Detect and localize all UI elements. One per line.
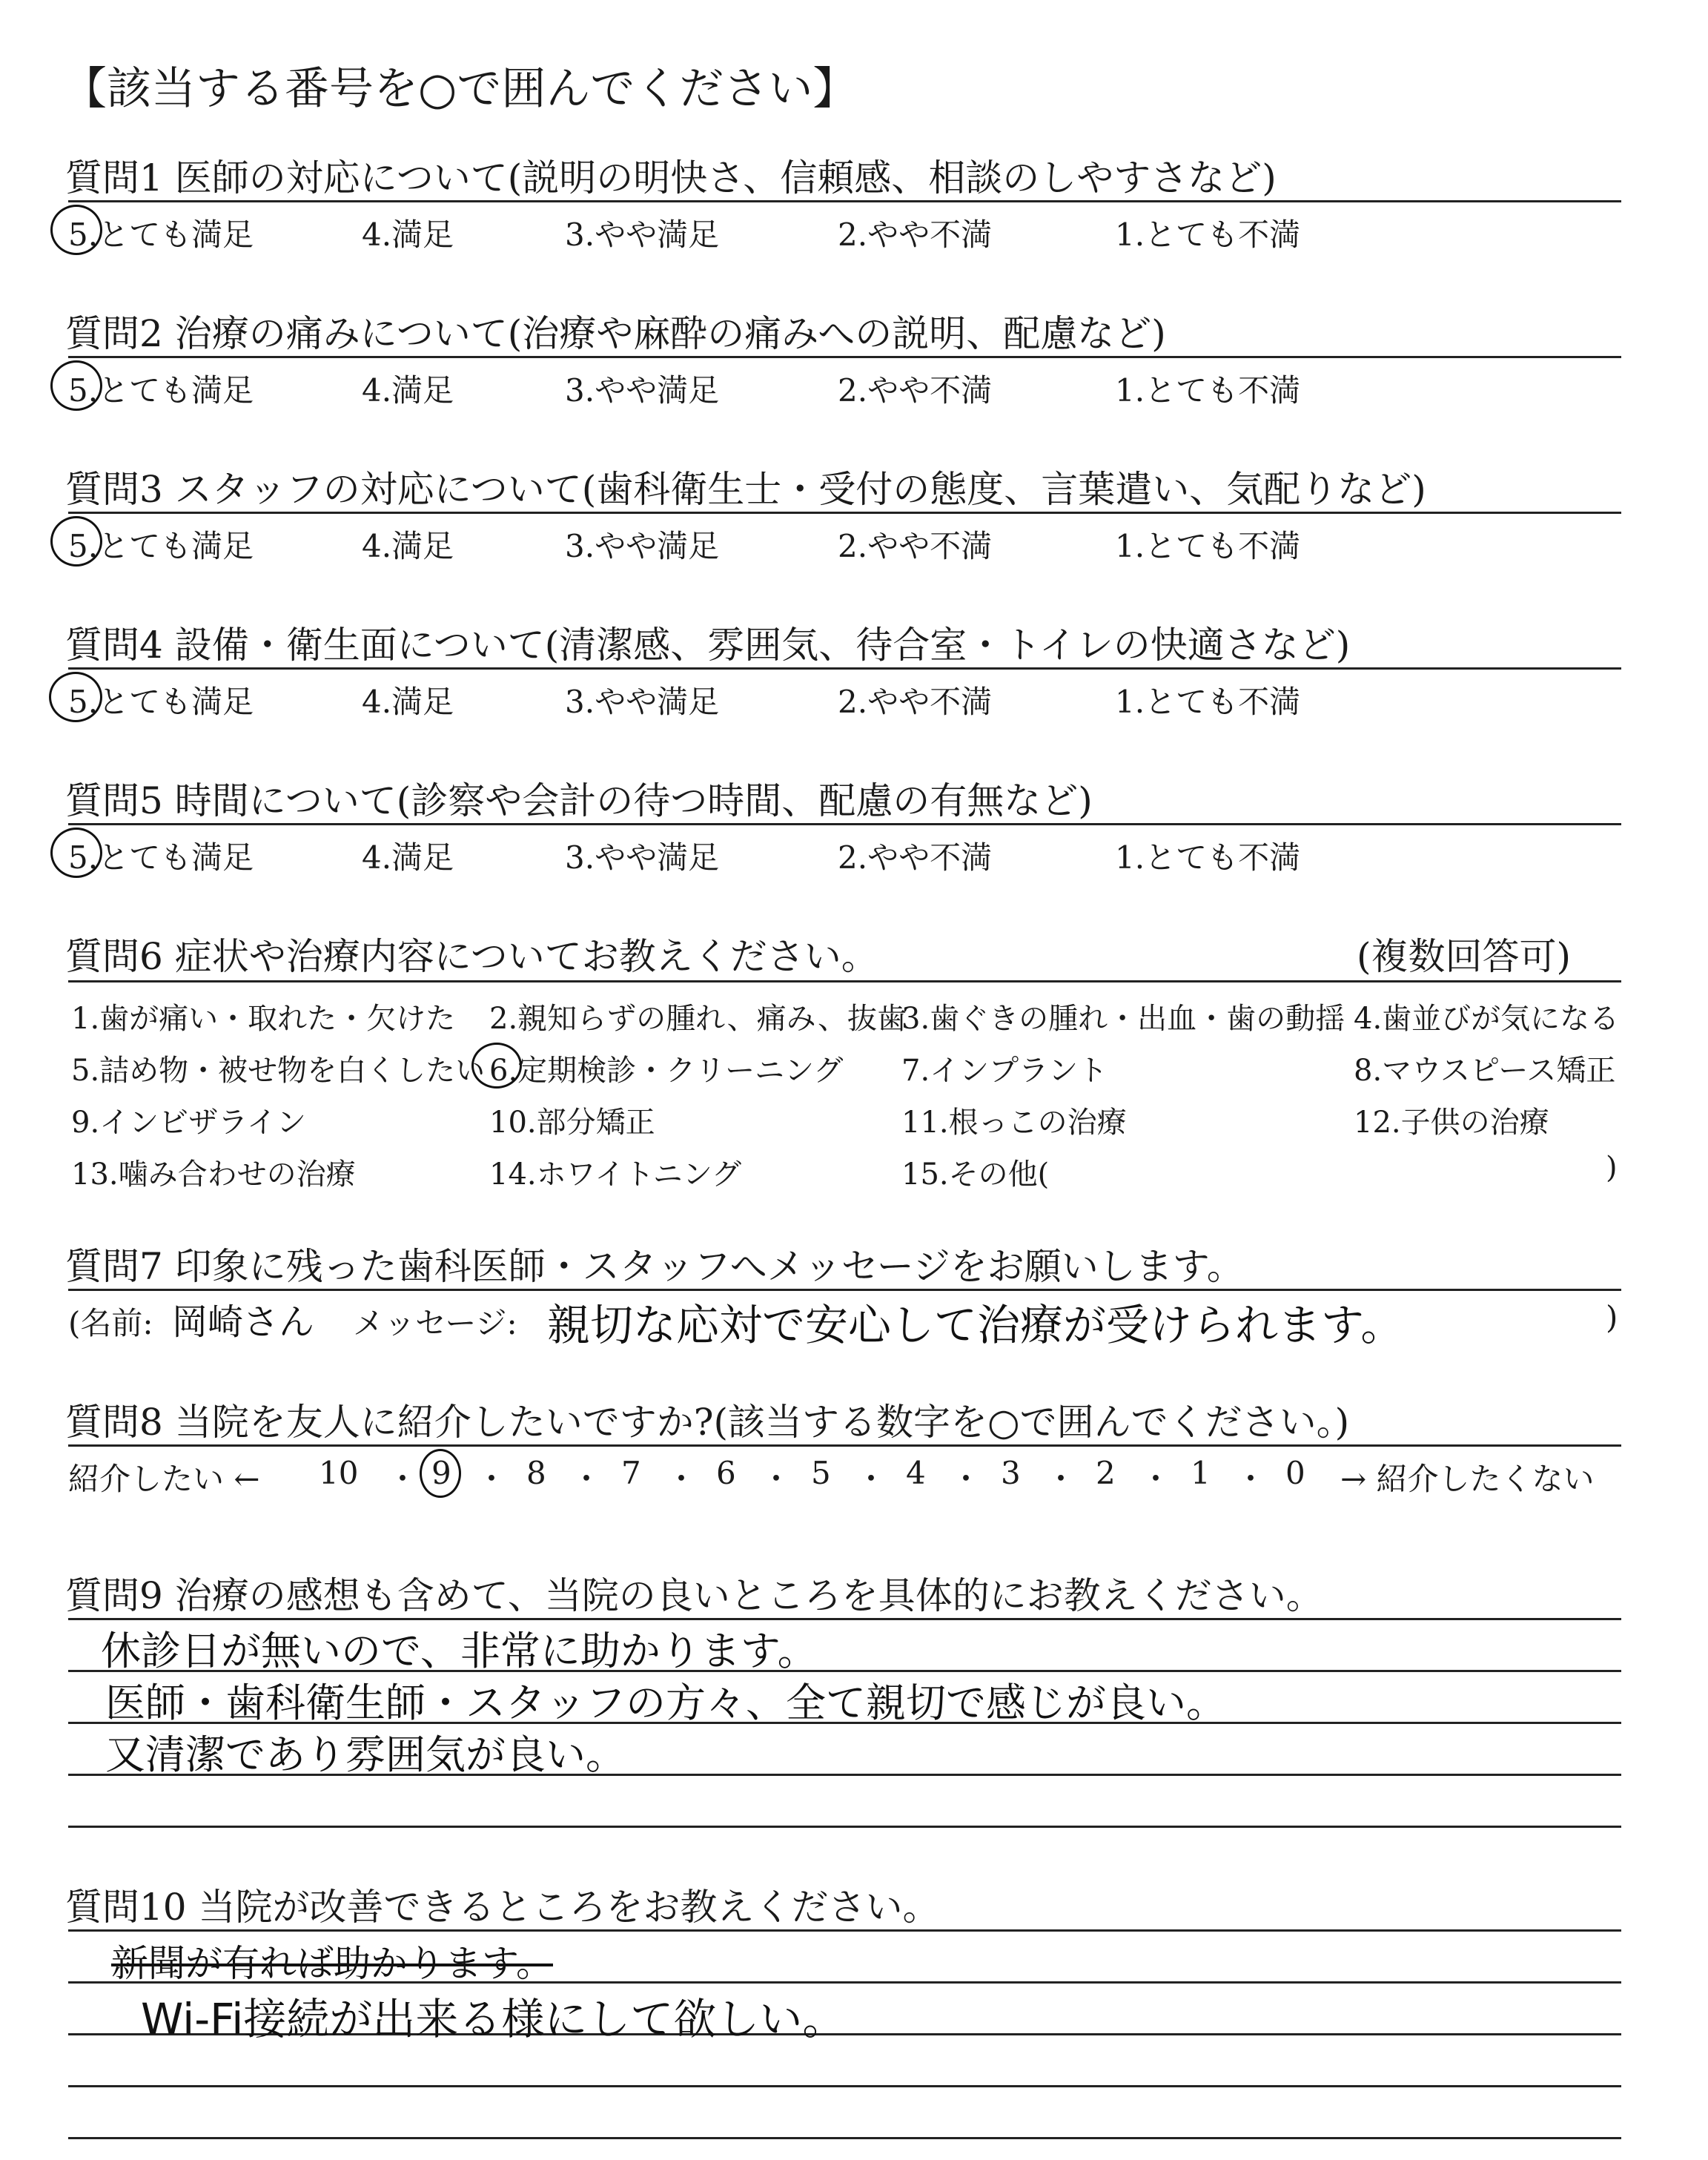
q6-choice-2[interactable]: 2.親知らずの腫れ、痛み、抜歯	[489, 1002, 907, 1036]
q4-option-2[interactable]: 2.やや不満	[838, 684, 993, 720]
q4-option-1[interactable]: 1.とても不満	[1115, 684, 1301, 720]
q8-scale-4[interactable]: 4	[906, 1455, 926, 1491]
q6-other-close-paren: )	[1606, 1151, 1618, 1185]
q5-option-3[interactable]: 3.やや満足	[565, 839, 720, 876]
question-5-rule	[68, 823, 1621, 825]
q3-option-3[interactable]: 3.やや満足	[565, 528, 720, 564]
q9-answer-text-2[interactable]: 医師・歯科衛生師・スタッフの方々、全て親切で感じが良い。	[105, 1680, 1226, 1726]
q2-option-2[interactable]: 2.やや不満	[838, 372, 993, 409]
q4-option-5[interactable]: 5.とても満足	[68, 684, 254, 720]
q6-choice-14[interactable]: 14.ホワイトニング	[489, 1157, 742, 1192]
q9-answer-text-3[interactable]: 又清潔であり雰囲気が良い。	[105, 1731, 626, 1778]
q8-scale-3[interactable]: 3	[1001, 1455, 1021, 1491]
q3-option-2[interactable]: 2.やや不満	[838, 528, 993, 564]
q10-answer-line-4	[68, 2085, 1621, 2087]
q8-scale-10[interactable]: 10	[319, 1455, 359, 1491]
q1-option-5[interactable]: 5.とても満足	[68, 217, 254, 253]
q7-name-value[interactable]: 岡崎さん	[172, 1301, 315, 1343]
q2-option-1[interactable]: 1.とても不満	[1115, 372, 1301, 409]
question-8-title: 質問8 当院を友人に紹介したいですか?(該当する数字を○で囲んでください。)	[65, 1401, 1350, 1444]
question-10-title: 質問10 当院が改善できるところをお教えください。	[65, 1886, 940, 1929]
q8-scale-6[interactable]: 6	[716, 1455, 736, 1491]
q8-scale-5[interactable]: 5	[811, 1455, 831, 1491]
page-title: 【該当する番号を○で囲んでください】	[62, 63, 858, 115]
q6-choice-13[interactable]: 13.噛み合わせの治療	[71, 1157, 356, 1192]
question-9-title: 質問9 治療の感想も含めて、当院の良いところを具体的にお教えください。	[65, 1574, 1323, 1617]
q3-option-1[interactable]: 1.とても不満	[1115, 528, 1301, 564]
q5-option-1[interactable]: 1.とても不満	[1115, 839, 1301, 876]
q4-option-4[interactable]: 4.満足	[362, 684, 454, 720]
q1-option-1[interactable]: 1.とても不満	[1115, 217, 1301, 253]
q6-choice-4[interactable]: 4.歯並びが気になる	[1354, 1002, 1620, 1036]
q3-selection-circle	[50, 516, 102, 567]
question-5-title: 質問5 時間について(診察や会計の待つ時間、配慮の有無など)	[65, 779, 1093, 822]
question-1-title: 質問1 医師の対応について(説明の明快さ、信頼感、相談のしやすさなど)	[65, 156, 1277, 199]
q1-option-4[interactable]: 4.満足	[362, 217, 454, 253]
q8-scale-0[interactable]: 0	[1285, 1455, 1305, 1491]
q6-choice-7[interactable]: 7.インプラント	[901, 1054, 1108, 1088]
q10-answer-text-1[interactable]: Wi-Fi接続が出来る様にして欲しい。	[141, 1994, 846, 2044]
q9-answer-text-1[interactable]: 休診日が無いので、非常に助かります。	[101, 1628, 818, 1674]
q10-answer-line-1	[68, 1929, 1621, 1932]
q8-separator: ・	[1140, 1461, 1172, 1497]
q8-scale-8[interactable]: 8	[526, 1455, 546, 1491]
question-6-note: (複数回答可)	[1357, 935, 1572, 978]
q2-option-3[interactable]: 3.やや満足	[565, 372, 720, 409]
question-8-rule	[68, 1444, 1621, 1447]
q1-option-2[interactable]: 2.やや不満	[838, 217, 993, 253]
question-2-rule	[68, 356, 1621, 358]
q4-selection-circle	[49, 672, 102, 722]
q6-choice-15[interactable]: 15.その他(	[901, 1157, 1050, 1192]
q6-choice-3[interactable]: 3.歯ぐきの腫れ・出血・歯の動揺	[901, 1002, 1345, 1036]
q9-answer-line-5	[68, 1826, 1621, 1828]
q1-option-3[interactable]: 3.やや満足	[565, 217, 720, 253]
q10-answer-line-5	[68, 2137, 1621, 2139]
question-7-title: 質問7 印象に残った歯科医師・スタッフへメッセージをお願いします。	[65, 1245, 1244, 1288]
q7-close-paren: )	[1606, 1299, 1618, 1335]
question-6-rule	[68, 980, 1621, 982]
q4-option-3[interactable]: 3.やや満足	[565, 684, 720, 720]
q8-scale-9[interactable]: 9	[431, 1455, 451, 1491]
q3-option-5[interactable]: 5.とても満足	[68, 528, 254, 564]
q8-separator: ・	[666, 1461, 698, 1497]
q1-selection-circle	[50, 205, 102, 255]
q8-right-label: → 紹介したくない	[1340, 1461, 1595, 1497]
q8-separator: ・	[1045, 1461, 1077, 1497]
q6-choice-12[interactable]: 12.子供の治療	[1354, 1106, 1549, 1140]
q8-selection-circle	[420, 1449, 461, 1498]
q2-option-4[interactable]: 4.満足	[362, 372, 454, 409]
q10-struck-text: 新聞が有れば助かります。	[111, 1942, 553, 1985]
q8-separator: ・	[950, 1461, 982, 1497]
question-1-rule	[68, 200, 1621, 202]
q8-separator: ・	[571, 1461, 603, 1497]
question-4-rule	[68, 667, 1621, 670]
q6-choice-8[interactable]: 8.マウスピース矯正	[1354, 1054, 1616, 1088]
q2-option-5[interactable]: 5.とても満足	[68, 372, 254, 409]
question-6-title: 質問6 症状や治療内容についてお教えください。	[65, 935, 878, 978]
q6-choice-10[interactable]: 10.部分矯正	[489, 1106, 655, 1140]
q8-scale-1[interactable]: 1	[1191, 1455, 1211, 1491]
q6-choice-5[interactable]: 5.詰め物・被せ物を白くしたい	[71, 1054, 486, 1088]
q2-selection-circle	[50, 360, 102, 411]
question-3-title: 質問3 スタッフの対応について(歯科衛生士・受付の態度、言葉遣い、気配りなど)	[65, 468, 1426, 511]
q7-message-label: メッセージ:	[353, 1305, 517, 1341]
q8-left-label: 紹介したい ←	[68, 1461, 260, 1497]
question-3-rule	[68, 512, 1621, 514]
q5-option-2[interactable]: 2.やや不満	[838, 839, 993, 876]
q8-separator: ・	[761, 1461, 792, 1497]
question-2-title: 質問2 治療の痛みについて(治療や麻酔の痛みへの説明、配慮など)	[65, 312, 1166, 355]
q8-scale-7[interactable]: 7	[621, 1455, 641, 1491]
q5-selection-circle	[50, 828, 102, 878]
q8-separator: ・	[476, 1461, 508, 1497]
q6-choice-9[interactable]: 9.インビザライン	[71, 1106, 306, 1140]
q6-selection-circle	[471, 1043, 522, 1089]
q6-choice-11[interactable]: 11.根っこの治療	[901, 1106, 1127, 1140]
q7-message-value[interactable]: 親切な応対で安心して治療が受けられます。	[547, 1300, 1404, 1350]
q3-option-4[interactable]: 4.満足	[362, 528, 454, 564]
q6-choice-1[interactable]: 1.歯が痛い・取れた・欠けた	[71, 1002, 456, 1036]
q8-scale-2[interactable]: 2	[1096, 1455, 1116, 1491]
q6-choice-6[interactable]: 6.定期検診・クリーニング	[489, 1054, 844, 1088]
q8-separator: ・	[855, 1461, 887, 1497]
q5-option-4[interactable]: 4.満足	[362, 839, 454, 876]
question-4-title: 質問4 設備・衛生面について(清潔感、雰囲気、待合室・トイレの快適さなど)	[65, 624, 1351, 667]
q7-name-label: (名前:	[68, 1305, 153, 1341]
q8-separator: ・	[387, 1461, 419, 1497]
q8-separator: ・	[1235, 1461, 1267, 1497]
q5-option-5[interactable]: 5.とても満足	[68, 839, 254, 876]
